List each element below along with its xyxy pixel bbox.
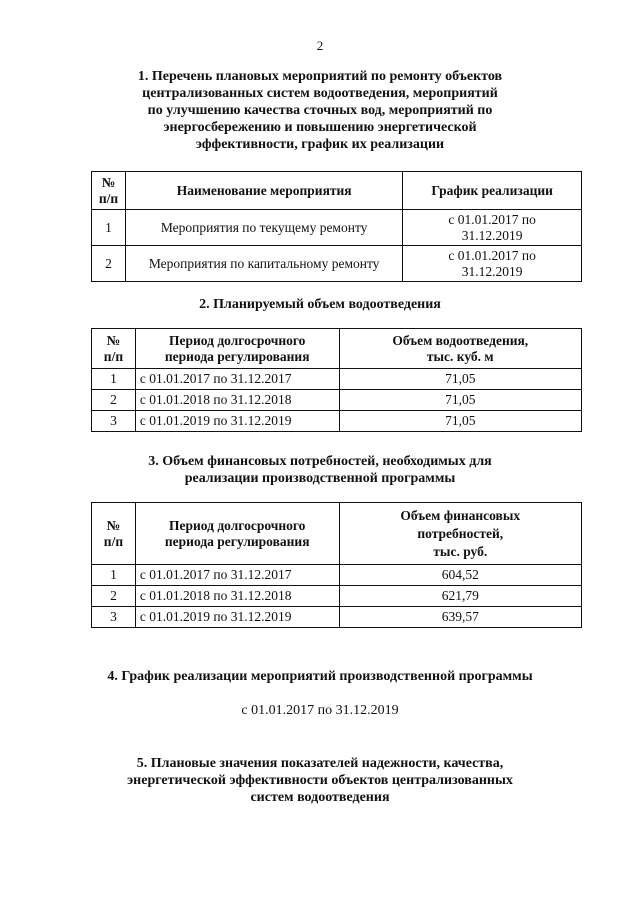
row-period: с 01.01.2019 по 31.12.2019	[135, 411, 339, 432]
table-row	[92, 210, 582, 246]
col-header-num	[92, 172, 126, 210]
volume-table	[91, 328, 582, 432]
section4-period: с 01.01.2017 по 31.12.2019	[241, 703, 399, 718]
row-num: 2	[92, 246, 126, 282]
col-header-schedule: График реализации	[403, 172, 582, 210]
table-row	[92, 390, 582, 411]
row-num: 3	[92, 411, 136, 432]
row-schedule	[403, 246, 582, 282]
col-header-period	[135, 503, 339, 565]
section5-title-line: энергетической эффективности объектов централизованных	[127, 773, 513, 788]
section1-title-line: по улучшению качества сточных вод, мероприятий по	[147, 103, 493, 118]
row-period: с 01.01.2017 по 31.12.2017	[135, 369, 339, 390]
header-text: п/п	[103, 533, 124, 549]
section4-title: 4. График реализации мероприятий производственной программы	[107, 669, 533, 684]
row-num: 1	[92, 369, 136, 390]
table-row	[92, 246, 582, 282]
section1-title-line: централизованных систем водоотведения, мероприятий	[142, 86, 498, 101]
header-text: Объем финансовых	[400, 507, 521, 523]
row-period: с 01.01.2018 по 31.12.2018	[135, 586, 339, 607]
row-activity: Мероприятия по текущему ремонту	[125, 210, 402, 246]
table-row	[92, 586, 582, 607]
header-text: периода регулирования	[164, 348, 310, 364]
header-text: потребностей,	[417, 525, 504, 541]
section2-title: 2. Планируемый объем водоотведения	[199, 297, 441, 312]
section1-title	[0, 68, 640, 153]
page-number: 2	[316, 38, 324, 53]
section1-title-line: 1. Перечень плановых мероприятий по ремонту объектов	[137, 69, 503, 84]
schedule-text: 31.12.2019	[461, 263, 523, 279]
row-activity: Мероприятия по капитальному ремонту	[125, 246, 402, 282]
row-num: 2	[92, 586, 136, 607]
header-text: №	[101, 174, 116, 190]
section1-title-line: эффективности, график их реализации	[195, 137, 445, 152]
row-volume: 71,05	[339, 369, 581, 390]
table-row	[92, 411, 582, 432]
section5-title-line: систем водоотведения	[250, 790, 390, 805]
table-header-row	[92, 503, 582, 565]
col-header-period	[135, 329, 339, 369]
header-text: п/п	[98, 190, 119, 206]
financial-needs-table	[91, 502, 582, 628]
header-text: тыс. руб.	[433, 543, 488, 559]
col-header-num	[92, 503, 136, 565]
section3-title-line: реализации производственной программы	[184, 471, 456, 486]
row-volume: 71,05	[339, 411, 581, 432]
row-schedule	[403, 210, 582, 246]
section5-title-line: 5. Плановые значения показателей надежности, качества,	[136, 756, 504, 771]
header-text: Период долгосрочного	[168, 332, 306, 348]
table-row	[92, 565, 582, 586]
row-num: 2	[92, 390, 136, 411]
schedule-text: с 01.01.2017 по	[448, 211, 536, 227]
section1-title-line: энергосбережению и повышению энергетической	[163, 120, 477, 135]
col-header-financial	[339, 503, 581, 565]
row-amount: 604,52	[339, 565, 581, 586]
schedule-text: 31.12.2019	[461, 227, 523, 243]
table-row	[92, 369, 582, 390]
header-text: п/п	[103, 348, 124, 364]
row-num: 1	[92, 565, 136, 586]
row-num: 1	[92, 210, 126, 246]
row-num: 3	[92, 607, 136, 628]
table-row	[92, 607, 582, 628]
activities-table	[91, 171, 582, 282]
header-text: №	[106, 332, 121, 348]
row-volume: 71,05	[339, 390, 581, 411]
row-period: с 01.01.2018 по 31.12.2018	[135, 390, 339, 411]
section3-title	[0, 453, 640, 487]
row-amount: 621,79	[339, 586, 581, 607]
header-text: тыс. куб. м	[426, 348, 494, 364]
table-header-row	[92, 329, 582, 369]
header-text: Период долгосрочного	[168, 517, 306, 533]
schedule-text: с 01.01.2017 по	[448, 247, 536, 263]
header-text: периода регулирования	[164, 533, 310, 549]
header-text: №	[106, 517, 121, 533]
row-period: с 01.01.2019 по 31.12.2019	[135, 607, 339, 628]
col-header-num	[92, 329, 136, 369]
col-header-name: Наименование мероприятия	[125, 172, 402, 210]
table-header-row	[92, 172, 582, 210]
row-period: с 01.01.2017 по 31.12.2017	[135, 565, 339, 586]
col-header-volume	[339, 329, 581, 369]
section3-title-line: 3. Объем финансовых потребностей, необходимых для	[148, 454, 492, 469]
header-text: Объем водоотведения,	[392, 332, 529, 348]
row-amount: 639,57	[339, 607, 581, 628]
section5-title	[0, 755, 640, 806]
